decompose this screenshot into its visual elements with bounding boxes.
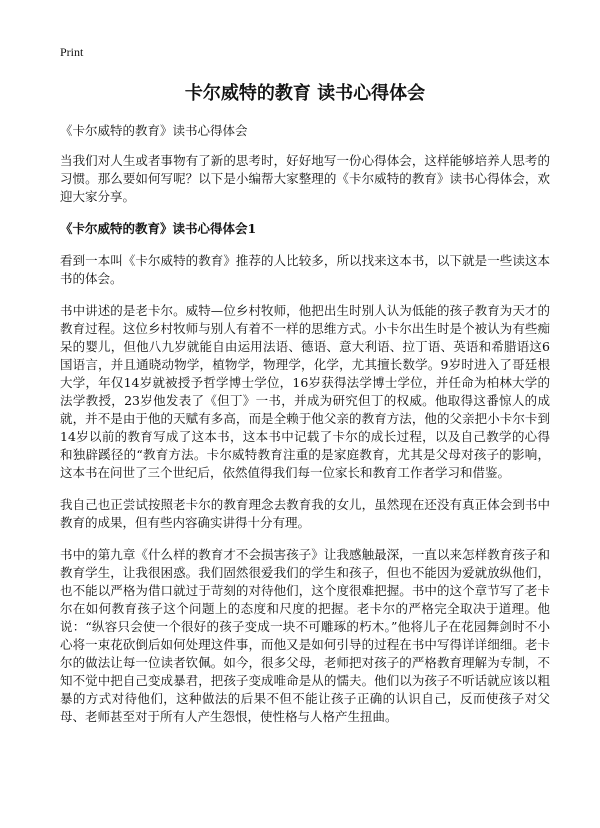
print-link[interactable]: Print [60, 45, 84, 59]
body-paragraph-1: 看到一本叫《卡尔威特的教育》推荐的人比较多，所以找来这本书，以下就是一些读这本书的体会。 [60, 253, 550, 286]
article-title: 卡尔威特的教育 读书心得体会 [184, 83, 426, 104]
intro-paragraph: 当我们对人生或者事物有了新的思考时，好好地写一份心得体会，这样能够培养人思考的习惯。那么要如何写呢？以下是小编帮大家整理的《卡尔威特的教育》读书心得体会，欢迎大家分享。 [60, 153, 550, 204]
body-paragraph-4: 书中的第九章《什么样的教育才不会损害孩子》让我感触最深，一直以来怎样教育孩子和教育学生，让我很困惑。我们固然很爱我们的学生和孩子，但也不能因为爱就放纵他们，也不能以严格为借口就过于苛刻的对待他们，这个度很难把握。书中的这个章节写了老卡尔在如何教育孩子这个问题上的态度和尺度的把握。老卡尔的严格完全取决于道理。他说：“纵容只会使一个很好的孩子变成一块不可雕琢的朽木。”他将儿子在花园舞剑时不小心将一束花砍倒后如何处理这件事，而他又是如何引导的过程在书中写得详详细细。老卡尔的做法让每一位读者钦佩。如今，很多父母，老师把对孩子的严格教育理解为专制，不知不觉中把自己变成暴君，把孩子变成唯命是从的懦夫。他们以为孩子不听话就应该以粗暴的方式对待他们，这种做法的后果不但不能让孩子正确的认识自己，反而使孩子对父母、老师甚至对于所有人产生怨恨，使性格与人格产生扭曲。 [60, 547, 550, 724]
section-heading: 《卡尔威特的教育》读书心得体会1 [60, 221, 257, 236]
body-paragraph-2: 书中讲述的是老卡尔。威特—位乡村牧师，他把出生时别人认为低能的孩子教育为天才的教育过程。这位乡村牧师与别人有着不一样的思维方式。小卡尔出生时是个被认为有些痴呆的婴儿，但他八九岁就能自由运用法语、德语、意大利语、拉丁语、英语和希腊语这6国语言，并且通晓动物学，植物学，物理学，化学，尤其擅长数学。9岁时进入了哥廷根大学，年仅14岁就被授予哲学博士学位，16岁获得法学博士学位，并任命为柏林大学的法学教授，23岁他发表了《但丁》一书，并成为研究但丁的权威。他取得这番惊人的成就，并不是由于他的天赋有多高，而是全赖于他父亲的教育方法，他的父亲把小卡尔卡到14岁以前的教育写成了这本书，这本书中记载了卡尔的成长过程，以及自己教学的心得和独辟蹊径的“教育方法。卡尔威特教育注重的是家庭教育，尤其是父母对孩子的影响，这本书在问世了三个世纪后，依然值得我们每一位家长和教育工作者学习和借鉴。 [60, 303, 550, 480]
body-paragraph-3: 我自己也正尝试按照老卡尔的教育理念去教育我的女儿，虽然现在还没有真正体会到书中教育的成果，但有些内容确实讲得十分有理。 [60, 497, 550, 530]
article-subtitle: 《卡尔威特的教育》读书心得体会 [60, 123, 248, 138]
document-page [60, 44, 550, 740]
